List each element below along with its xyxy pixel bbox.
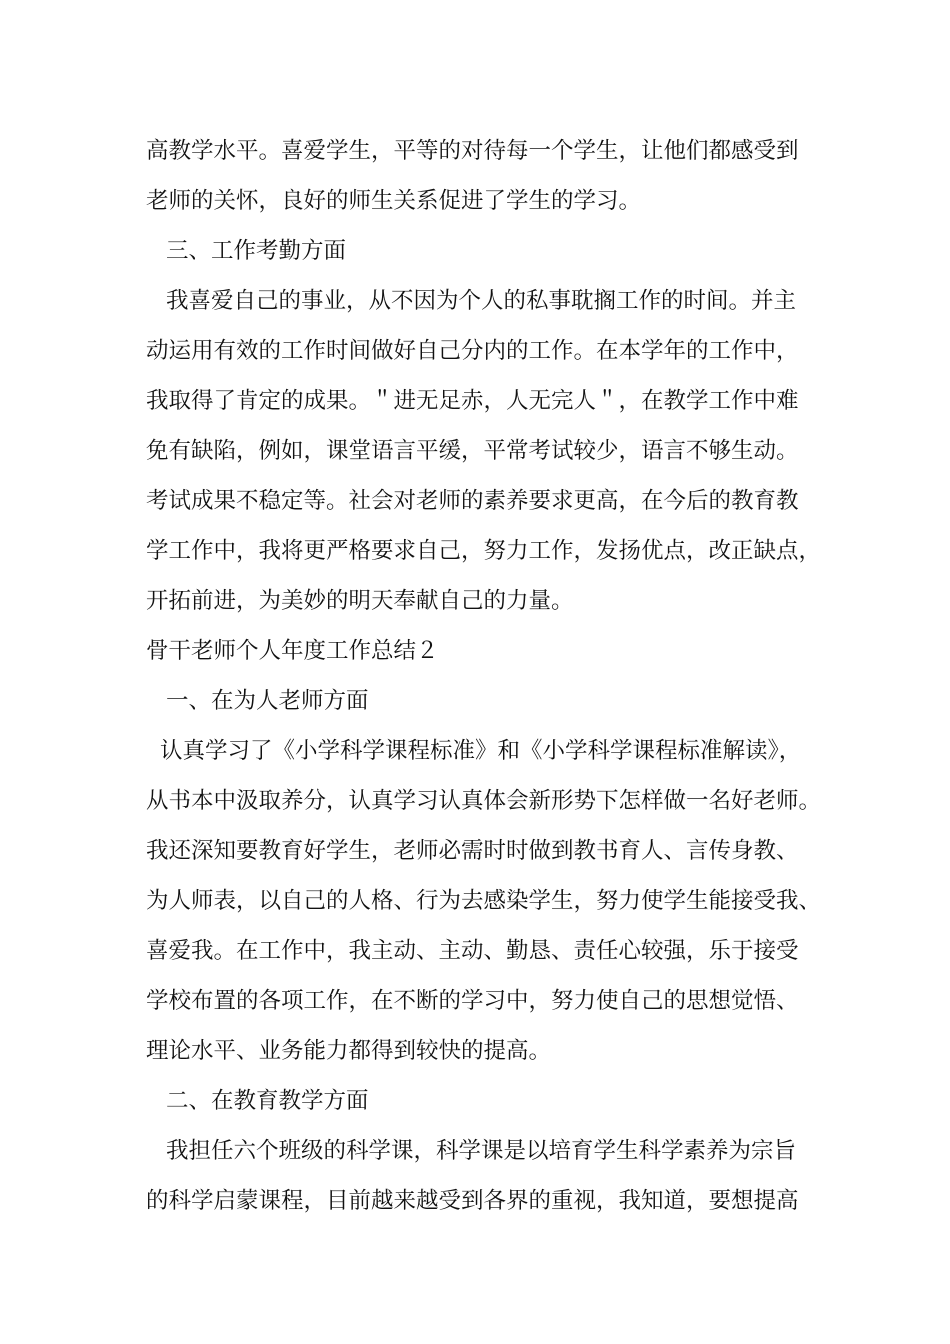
paragraph-line: 我还深知要教育好学生，老师必需时时做到教书育人、言传身教、 <box>146 838 799 864</box>
section-heading: 一、在为人老师方面 <box>166 688 369 714</box>
document-title: 骨干老师个人年度工作总结２ <box>146 638 439 664</box>
paragraph-line: 我喜爱自己的事业，从不因为个人的私事耽搁工作的时间。并主 <box>166 288 797 314</box>
paragraph-line: 从书本中汲取养分，认真学习认真体会新形势下怎样做一名好老师。 <box>146 788 822 814</box>
paragraph-line: 我取得了肯定的成果。＂进无足赤，人无完人＂，在教学工作中难 <box>146 388 799 414</box>
paragraph-line: 开拓前进，为美妙的明天奉献自己的力量。 <box>146 588 574 614</box>
paragraph-line: 动运用有效的工作时间做好自己分内的工作。在本学年的工作中， <box>146 338 799 364</box>
paragraph-line: 老师的关怀，良好的师生关系促进了学生的学习。 <box>146 188 642 214</box>
section-heading: 二、在教育教学方面 <box>166 1088 369 1114</box>
paragraph-line: 认真学习了《小学科学课程标准》和《小学科学课程标准解读》， <box>160 738 802 764</box>
paragraph-line: 的科学启蒙课程，目前越来越受到各界的重视，我知道，要想提高 <box>146 1188 799 1214</box>
paragraph-line: 理论水平、业务能力都得到较快的提高。 <box>146 1038 552 1064</box>
paragraph-line: 为人师表，以自己的人格、行为去感染学生，努力使学生能接受我、 <box>146 888 822 914</box>
paragraph-line: 学校布置的各项工作，在不断的学习中，努力使自己的思想觉悟、 <box>146 988 799 1014</box>
paragraph-line: 免有缺陷，例如，课堂语言平缓，平常考试较少，语言不够生动。 <box>146 438 799 464</box>
paragraph-line: 学工作中，我将更严格要求自己，努力工作，发扬优点，改正缺点， <box>146 538 822 564</box>
paragraph-line: 考试成果不稳定等。社会对老师的素养要求更高，在今后的教育教 <box>146 488 799 514</box>
paragraph-line: 高教学水平。喜爱学生，平等的对待每一个学生，让他们都感受到 <box>146 138 799 164</box>
section-heading: 三、工作考勤方面 <box>166 238 347 264</box>
paragraph-line: 我担任六个班级的科学课，科学课是以培育学生科学素养为宗旨 <box>166 1138 797 1164</box>
paragraph-line: 喜爱我。在工作中，我主动、主动、勤恳、责任心较强，乐于接受 <box>146 938 799 964</box>
